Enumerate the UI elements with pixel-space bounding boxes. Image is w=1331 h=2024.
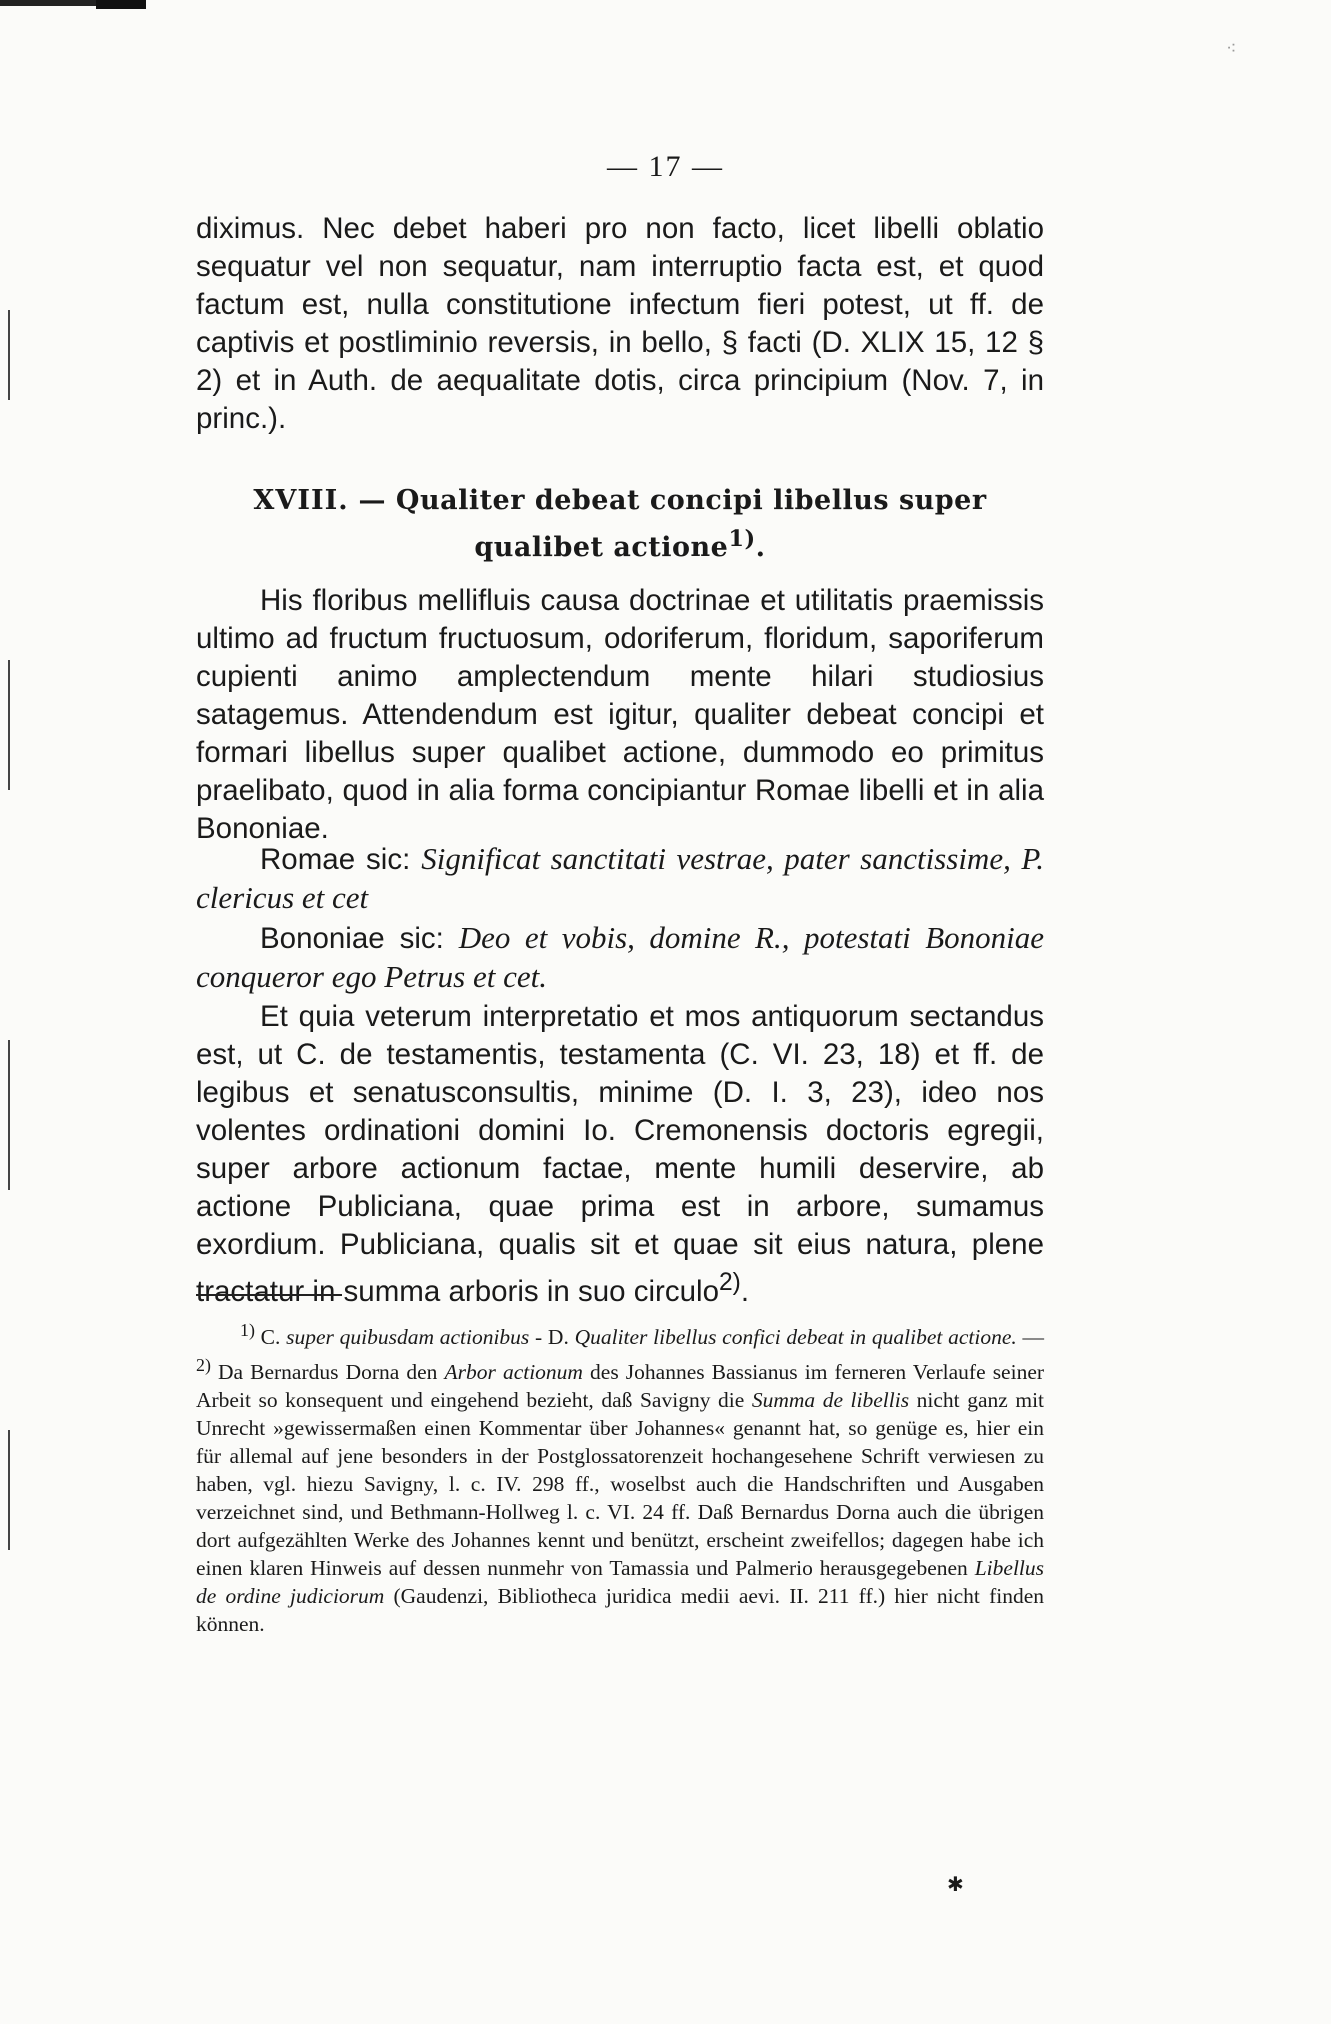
paragraph-continuation — [196, 210, 1044, 438]
paragraph-et-quia — [196, 998, 1044, 1311]
footnote-rule — [196, 1294, 342, 1296]
paragraph-text: His floribus mellifluis causa doctrinae et utilitatis praemissis ultimo ad fructum fructuosum, odoriferum, floridum, saporiferum cupienti animo amplectendum mente hilari studiosius satagemus. Attendendum est igitur, qualiter debeat concipi et formari libellus super qualibet actione, dummodo eo primitus praelibato, quod in alia forma concipiantur Romae libelli et in alia Bononiae. — [196, 584, 1044, 845]
footnote-text: des Johannes Bassianus im ferneren Verlaufe seiner Arbeit so konsequent und eingehend bezieht, daß Savigny die — [196, 1360, 1045, 1413]
footnote-ref: 2) — [719, 1269, 741, 1296]
footnotes — [196, 1316, 1044, 1638]
footnote-italic: Libellus de ordine judiciorum — [196, 1556, 1045, 1609]
paragraph-main — [196, 582, 1044, 848]
footnote-ref: 1) — [728, 526, 756, 552]
paragraph-end: . — [740, 1274, 750, 1308]
section-number: XVIII. — [253, 485, 349, 516]
paragraph-romae — [196, 840, 1044, 918]
margin-scan-line — [8, 310, 10, 400]
footnote-text: C. — [260, 1325, 281, 1350]
footnote-italic: super quibusdam actionibus — [286, 1325, 530, 1350]
footnote-separator: — — [1022, 1325, 1045, 1350]
section-title: Qualiter debeat concipi libellus super qualibet actione — [395, 485, 987, 563]
footnote-text: (Gaudenzi, Bibliotheca juridica medii aevi. II. 211 ff.) hier nicht finden können. — [196, 1584, 1044, 1637]
footnote-mark: 1) — [240, 1320, 255, 1340]
scan-edge-bar-end — [96, 0, 146, 9]
footnote-text: nicht ganz mit Unrecht »gewissermaßen einen Kommentar über Johannes« genannt hat, so genüge es, hier ein für allemal auf jene besonders in der Postglossatorenzeit hochangesehene Schrift verwiesen zu haben, vgl. hiezu Savigny, l. c. IV. 298 ff., woselbst auch die Handschriften und Ausgaben verzeichnet sind, und Bethmann-Hollweg l. c. VI. 24 ff. Daß Bernardus Dorna auch die übrigen dort aufgezählten Werke des Johannes kennt und benützt, erscheint zweifellos; dagegen habe ich einen klaren Hinweis auf dessen nunmehr von Tamassia und Palmerio herausgegebenen — [196, 1388, 1045, 1581]
margin-scan-line — [8, 1430, 10, 1550]
footnote-text: Da Bernardus Dorna den — [218, 1360, 438, 1385]
formula-text: Deo et vobis, domine R., potestati Bononiae conqueror ego Petrus et cet. — [196, 920, 1044, 994]
paragraph-bononiae — [196, 919, 1044, 997]
footnote-text: - D. — [535, 1325, 569, 1350]
paragraph-text: diximus. Nec debet haberi pro non facto, licet libelli oblatio sequatur vel non sequatur, nam interruptio facta est, et quod factum est, nulla constitutione infectum fieri potest, ut ff. de captivis et postliminio reversis, in bello, § facti (D. XLIX 15, 12 § 2) et in Auth. de aequalitate dotis, circa principium (Nov. 7, in princ.). — [196, 212, 1044, 435]
formula-lead: Bononiae sic: — [260, 922, 444, 955]
footnote-italic: Summa de libellis — [751, 1388, 910, 1413]
page-number: — 17 — — [607, 150, 724, 183]
star-mark: ✱ — [947, 1872, 964, 1896]
paragraph-text: Et quia veterum interpretatio et mos antiquorum sectandus est, ut C. de testamentis, testamenta (C. VI. 23, 18) et ff. de legibus et senatusconsultis, minime (D. I. 3, 23), ideo nos volentes ordinationi domini Io. Cremonensis doctoris egregii, super arbore actionum factae, mente humili deservire, ab actione Publiciana, quae prima est in arbore, sumamus exordium. Publiciana, qualis sit et quae sit eius natura, plene tractatur in summa arboris in suo circulo — [196, 1000, 1044, 1308]
section-heading: XVIII. — Qualiter debeat concipi libellus super qualibet actione$^{1)}$. — [253, 485, 987, 563]
margin-scan-line — [8, 660, 10, 790]
margin-scan-line — [8, 1040, 10, 1190]
scan-speck-mark: ⁖ — [1226, 38, 1237, 59]
footnote-italic: Arbor actionum — [444, 1360, 583, 1385]
formula-text: Significat sanctitati vestrae, pater sanctissime, P. clericus et cet — [196, 841, 1045, 915]
footnote-block — [196, 1316, 1044, 1638]
footnote-italic: Qualiter libellus confici debeat in qualibet actione. — [574, 1325, 1017, 1350]
section-dash: — — [358, 485, 387, 516]
formula-lead: Romae sic: — [260, 843, 411, 876]
footnote-mark: 2) — [196, 1355, 211, 1376]
